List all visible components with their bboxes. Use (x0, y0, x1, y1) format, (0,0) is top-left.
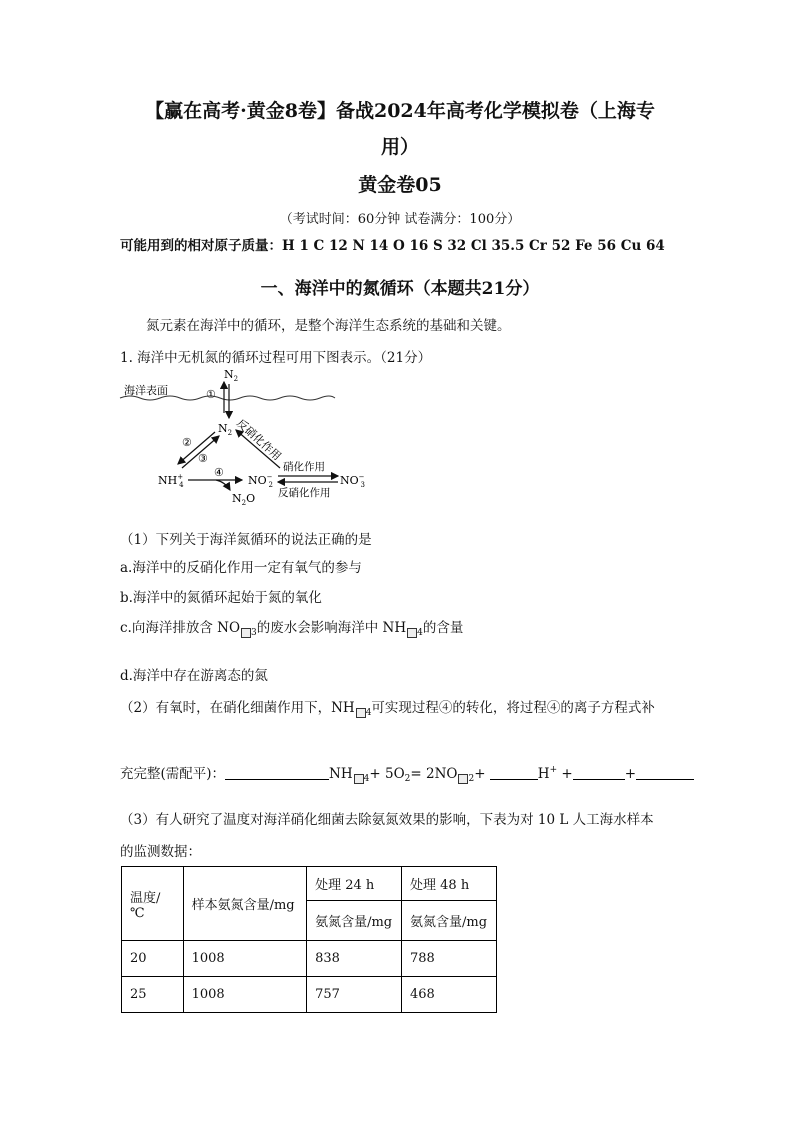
denitrification-label: 反硝化作用 (278, 487, 331, 499)
atomic-masses: 可能用到的相对原子质量：H 1 C 12 N 14 O 16 S 32 Cl 35.5 Cr 52 Fe 56 Cu 64 (120, 238, 665, 254)
step-4-label: ④ (214, 466, 224, 479)
option-a: a.海洋中的反硝化作用一定有氧气的参与 (120, 560, 362, 576)
step-1-label: ① (206, 388, 216, 401)
part2-equation: 充完整(需配平)： NH $_4+ 5O_2= 2NO$ $_2$+ H+ + + (120, 762, 694, 784)
no3-label: NO− 3 (340, 473, 365, 489)
header-sub-48h: 氨氮含量/mg (402, 901, 497, 941)
table-row: 20 1008 838 788 (122, 941, 497, 977)
n2-water-label: $N_2$ (218, 422, 233, 437)
header-sample: 样本氨氮含量/mg (183, 867, 306, 941)
nh4-label: NH+ 4 (158, 473, 184, 489)
section-intro: 氮元素在海洋中的循环，是整个海洋生态系统的基础和关键。 (146, 318, 511, 334)
paper-subtitle: 黄金卷05 (358, 174, 442, 196)
option-c: c.向海洋排放含 NO $_3$的废水会影响海洋中 NH $_4$的含量 (120, 620, 464, 638)
sea-surface-label: 海洋表面 (124, 384, 168, 397)
exam-info: （考试时间：60分钟 试卷满分：100分） (279, 212, 521, 227)
option-b: b.海洋中的氮循环起始于氮的氧化 (120, 590, 322, 606)
nitrogen-cycle-diagram (120, 368, 365, 508)
header-24h: 处理 24 h (307, 867, 402, 901)
part3-line2: 的监测数据： (120, 844, 201, 860)
data-table (121, 866, 497, 1013)
section-heading: 一、海洋中的氮循环（本题共21分） (260, 279, 540, 299)
n2-top-label: $N_2$ (224, 368, 239, 383)
arrow-n2o (216, 480, 230, 490)
n2o-label: $N_2O$ (232, 492, 256, 507)
question-1: 1. 海洋中无机氮的循环过程可用下图表示。（21分） (120, 350, 432, 366)
part2-line1: （2）有氧时，在硝化细菌作用下，NH $_4$可实现过程④的转化，将过程④的离子方程式补 (120, 700, 655, 718)
table-row: 25 1008 757 468 (122, 977, 497, 1013)
part1-question: （1）下列关于海洋氮循环的说法正确的是 (120, 532, 372, 548)
header-sub-24h: 氨氮含量/mg (307, 901, 402, 941)
document-title-line1: 【赢在高考·黄金8卷】备战2024年高考化学模拟卷（上海专 (145, 100, 655, 122)
nitrification-label: 硝化作用 (283, 461, 325, 473)
step-3-label: ③ (198, 452, 208, 465)
header-temp: 温度/℃ (122, 867, 184, 941)
no2-label: NO− 2 (248, 473, 273, 489)
denitrification-diagonal-label: 反硝化作用 (233, 416, 284, 464)
part3-line1: （3）有人研究了温度对海洋硝化细菌去除氨氮效果的影响，下表为对 10 L 人工海水样本 (120, 812, 654, 828)
header-48h: 处理 48 h (402, 867, 497, 901)
step-2-label: ② (182, 436, 192, 449)
document-title-line2: 用） (380, 136, 419, 158)
option-d: d.海洋中存在游离态的氮 (120, 668, 268, 684)
